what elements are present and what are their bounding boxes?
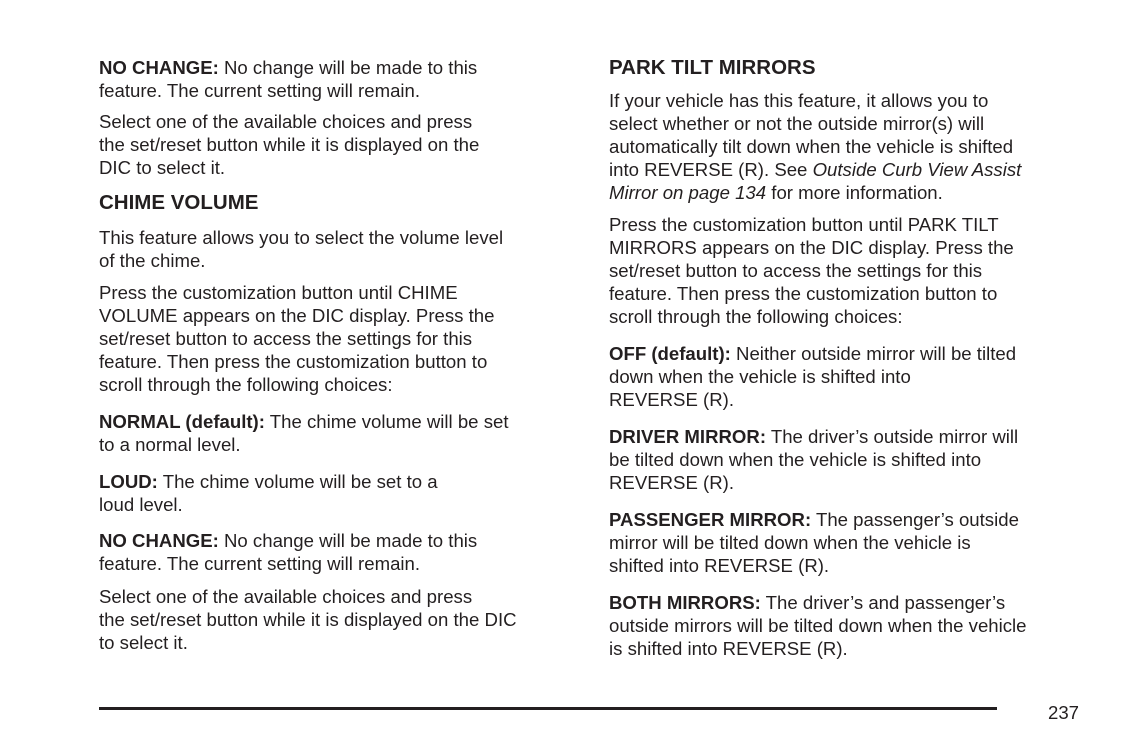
option-label: NO CHANGE: — [99, 57, 219, 78]
option-text: No change will be made to this feature. The current setting will remain. — [99, 57, 478, 101]
paragraph-text: If your vehicle has this feature, it allows you to select whether or not the outside mirror(s) will automatically tilt down when the vehicle is shifted into REVERSE (R). See — [609, 90, 1014, 180]
option-label: DRIVER MIRROR: — [609, 426, 767, 447]
section-heading-chime-volume: CHIME VOLUME — [99, 191, 259, 214]
option-label: NO CHANGE: — [99, 530, 219, 551]
footer-divider — [99, 707, 997, 710]
option-label: PASSENGER MIRROR: — [609, 509, 812, 530]
description-paragraph: This feature allows you to select the volume level of the chime. — [99, 227, 504, 271]
option-text: The passenger’s outside mirror will be tilted down when the vehicle is shifted into REVERSE (R). — [609, 509, 1019, 576]
instruction-paragraph: Press the customization button until PARK TILT MIRRORS appears on the DIC display. Press the set/reset button to access the settings for this feature. Then press the customization button to scroll through the following choices: — [609, 214, 1014, 327]
option-label: LOUD: — [99, 471, 158, 492]
both-mirrors-option — [609, 591, 1089, 660]
cross-reference-link[interactable]: Outside Curb View Assist Mirror on page 134 — [609, 159, 1022, 203]
paragraph-text: for more information. — [766, 182, 943, 203]
instruction-paragraph: Select one of the available choices and press the set/reset button while it is displayed on the DIC to select it. — [99, 586, 517, 653]
no-change-option — [99, 529, 579, 575]
option-text: No change will be made to this feature. The current setting will remain. — [99, 530, 478, 574]
option-text: Neither outside mirror will be tilted down when the vehicle is shifted into REVERSE (R). — [609, 343, 1017, 410]
option-label: NORMAL (default): — [99, 411, 265, 432]
loud-option — [99, 470, 579, 516]
option-label: OFF (default): — [609, 343, 731, 364]
description-paragraph — [609, 89, 1089, 204]
option-label: BOTH MIRRORS: — [609, 592, 761, 613]
page-number: 237 — [1048, 702, 1080, 723]
instruction-paragraph: Select one of the available choices and press the set/reset button while it is displayed on the DIC to select it. — [99, 111, 480, 178]
passenger-mirror-option — [609, 508, 1089, 577]
no-change-option — [99, 56, 579, 102]
option-text: The driver’s outside mirror will be tilted down when the vehicle is shifted into REVERSE (R). — [609, 426, 1019, 493]
normal-option — [99, 410, 579, 456]
option-text: The chime volume will be set to a normal level. — [99, 411, 509, 455]
section-heading-park-tilt-mirrors: PARK TILT MIRRORS — [609, 56, 816, 79]
option-text: The chime volume will be set to a loud level. — [99, 471, 438, 515]
off-option — [609, 342, 1089, 411]
option-text: The driver’s and passenger’s outside mirrors will be tilted down when the vehicle is shifted into REVERSE (R). — [609, 592, 1027, 659]
instruction-paragraph: Press the customization button until CHIME VOLUME appears on the DIC display. Press the set/reset button to access the settings for this feature. Then press the customization button to scroll through the following choices: — [99, 282, 495, 395]
driver-mirror-option — [609, 425, 1089, 494]
